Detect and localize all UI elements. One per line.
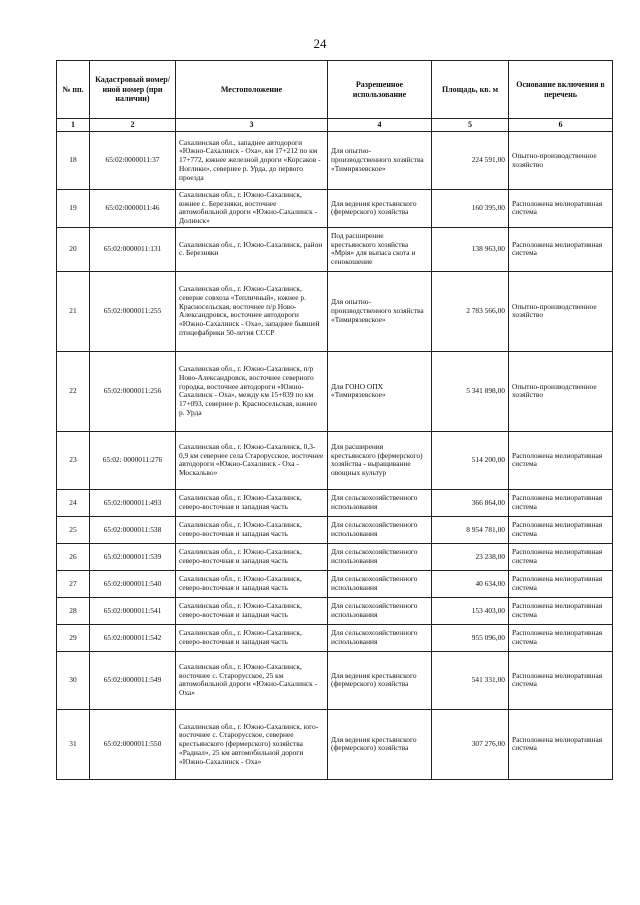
table-row (57, 624, 613, 651)
basis-cell: Расположена мелиоративная система (509, 624, 613, 651)
column-number: 3 (176, 119, 328, 132)
permitted-use-cell: Для сельскохозяйственного использования (328, 624, 432, 651)
table-row (57, 190, 613, 228)
header-number: № пп. (57, 61, 90, 119)
cadastral-number-cell: 65:02:0000011:37 (90, 132, 176, 190)
row-number-cell: 30 (57, 651, 90, 709)
permitted-use-cell: Для ведения крестьянского (фермерского) хозяйства (328, 709, 432, 779)
table-row (57, 651, 613, 709)
row-number-cell: 31 (57, 709, 90, 779)
table-row (57, 570, 613, 597)
permitted-use-cell: Под расширение крестьянского хозяйства «Мрія» для выпаса скота и сенокошение (328, 227, 432, 271)
permitted-use-cell: Для ГОНО ОПХ «Тимирязевское» (328, 351, 432, 431)
page-number: 24 (313, 36, 327, 51)
header-basis: Основание включения в перечень (509, 61, 613, 119)
permitted-use-cell: Для ведения крестьянского (фермерского) хозяйства (328, 190, 432, 228)
permitted-use-cell: Для сельскохозяйственного использования (328, 516, 432, 543)
cadastral-number-cell: 65:02:0000011:255 (90, 271, 176, 351)
table-header-row (57, 61, 613, 119)
row-number-cell: 26 (57, 543, 90, 570)
permitted-use-cell: Для ведения крестьянского (фермерского) хозяйства (328, 651, 432, 709)
basis-cell: Опытно-производственное хозяйство (509, 271, 613, 351)
header-location: Местоположение (176, 61, 328, 119)
location-cell: Сахалинская обл., г. Южно-Сахалинск, северне совхоза «Тепличный», южнее р. Красносельская, восточнее п/р Ново-Александровск, восточнее автодороги «Южно-Сахалинск - Оха», западнее бывшей птицефабрики 50-летия СССР (176, 271, 328, 351)
column-number: 4 (328, 119, 432, 132)
header-cadastral-number: Кадастровый номер/иной номер (при наличии) (90, 61, 176, 119)
area-cell: 514 200,00 (432, 431, 509, 489)
row-number-cell: 21 (57, 271, 90, 351)
permitted-use-cell: Для опытно-производственного хозяйства «Тимирязевское» (328, 271, 432, 351)
area-cell: 541 331,00 (432, 651, 509, 709)
location-cell: Сахалинская обл., г. Южно-Сахалинск, юго-восточнее с. Старорусское, севернее крестьянского (фермерского) хозяйства «Радиал», 25 км автомобильной дороги «Южно-Сахалинск - Оха» (176, 709, 328, 779)
land-plots-table (56, 60, 613, 780)
basis-cell: Расположена мелиоративная система (509, 516, 613, 543)
location-cell: Сахалинская обл., г. Южно-Сахалинск, северо-восточная и западная часть (176, 624, 328, 651)
row-number-cell: 29 (57, 624, 90, 651)
basis-cell: Расположена мелиоративная система (509, 227, 613, 271)
area-cell: 955 096,00 (432, 624, 509, 651)
basis-cell: Расположена мелиоративная система (509, 597, 613, 624)
basis-cell: Опытно-производственное хозяйство (509, 351, 613, 431)
row-number-cell: 20 (57, 227, 90, 271)
cadastral-number-cell: 65:02:0000011:540 (90, 570, 176, 597)
cadastral-number-cell: 65:02:0000011:549 (90, 651, 176, 709)
location-cell: Сахалинская обл., г. Южно-Сахалинск, южнее с. Березняки, восточнее автомобильной дороги «Южно-Сахалинск - Долинск» (176, 190, 328, 228)
location-cell: Сахалинская обл., г. Южно-Сахалинск, северо-восточная и западная часть (176, 516, 328, 543)
row-number-cell: 24 (57, 489, 90, 516)
location-cell: Сахалинская обл., г. Южно-Сахалинск, район с. Березняки (176, 227, 328, 271)
cadastral-number-cell: 65:02:0000011:550 (90, 709, 176, 779)
cadastral-number-cell: 65:02:0000011:539 (90, 543, 176, 570)
location-cell: Сахалинская обл., г. Южно-Сахалинск, п/р Ново-Александровск, восточнее северного городка, восточнее автодороги «Южно-Сахалинск - Оха», между км 15+839 по км 17+093, севернее р. Красносельская, южнее р. Урда (176, 351, 328, 431)
table-row (57, 132, 613, 190)
basis-cell: Расположена мелиоративная система (509, 709, 613, 779)
row-number-cell: 19 (57, 190, 90, 228)
basis-cell: Расположена мелиоративная система (509, 651, 613, 709)
area-cell: 153 403,00 (432, 597, 509, 624)
table-row (57, 597, 613, 624)
row-number-cell: 28 (57, 597, 90, 624)
cadastral-number-cell: 65:02:0000011:131 (90, 227, 176, 271)
header-area: Площадь, кв. м (432, 61, 509, 119)
basis-cell: Расположена мелиоративная система (509, 489, 613, 516)
location-cell: Сахалинская обл., г. Южно-Сахалинск, 0,3-0,9 км севернее села Старорусское, восточнее автодороги «Южно-Сахалинск - Оха - Москальво» (176, 431, 328, 489)
area-cell: 23 238,00 (432, 543, 509, 570)
area-cell: 2 783 566,00 (432, 271, 509, 351)
permitted-use-cell: Для сельскохозяйственного использования (328, 489, 432, 516)
cadastral-number-cell: 65:02:0000011:538 (90, 516, 176, 543)
permitted-use-cell: Для опытно-производственного хозяйства «Тимирязевское» (328, 132, 432, 190)
row-number-cell: 27 (57, 570, 90, 597)
column-number: 6 (509, 119, 613, 132)
permitted-use-cell: Для сельскохозяйственного использования (328, 543, 432, 570)
location-cell: Сахалинская обл., г. Южно-Сахалинск, северо-восточная и западная часть (176, 489, 328, 516)
area-cell: 138 963,00 (432, 227, 509, 271)
area-cell: 307 276,00 (432, 709, 509, 779)
basis-cell: Расположена мелиоративная система (509, 431, 613, 489)
location-cell: Сахалинская обл., г. Южно-Сахалинск, северо-восточная и западная часть (176, 543, 328, 570)
cadastral-number-cell: 65:02:0000011:256 (90, 351, 176, 431)
row-number-cell: 18 (57, 132, 90, 190)
table-row (57, 516, 613, 543)
table-row (57, 489, 613, 516)
table-row (57, 543, 613, 570)
table-row (57, 431, 613, 489)
table-row (57, 709, 613, 779)
row-number-cell: 22 (57, 351, 90, 431)
permitted-use-cell: Для сельскохозяйственного использования (328, 570, 432, 597)
basis-cell: Расположена мелиоративная система (509, 190, 613, 228)
area-cell: 224 591,00 (432, 132, 509, 190)
basis-cell: Опытно-производственное хозяйство (509, 132, 613, 190)
cadastral-number-cell: 65:02:0000011:542 (90, 624, 176, 651)
column-number: 2 (90, 119, 176, 132)
row-number-cell: 23 (57, 431, 90, 489)
column-number: 1 (57, 119, 90, 132)
table-row (57, 227, 613, 271)
area-cell: 40 634,00 (432, 570, 509, 597)
column-number: 5 (432, 119, 509, 132)
location-cell: Сахалинская обл., г. Южно-Сахалинск, восточнее с. Старорусское, 25 км автомобильной дороги «Южно-Сахалинск - Оха» (176, 651, 328, 709)
area-cell: 8 954 781,00 (432, 516, 509, 543)
cadastral-number-cell: 65:02:0000011:493 (90, 489, 176, 516)
header-permitted-use: Разрешенное использование (328, 61, 432, 119)
table-row (57, 271, 613, 351)
location-cell: Сахалинская обл., западнее автодороги «Южно-Сахалинск - Оха», км 17+212 по км 17+772, южнее железной дороги «Корсаков - Ноглики», севернее р. Урда, до первого проезда (176, 132, 328, 190)
basis-cell: Расположена мелиоративная система (509, 543, 613, 570)
cadastral-number-cell: 65:02: 0000011:276 (90, 431, 176, 489)
cadastral-number-cell: 65:02:0000011:46 (90, 190, 176, 228)
area-cell: 5 341 898,00 (432, 351, 509, 431)
basis-cell: Расположена мелиоративная система (509, 570, 613, 597)
location-cell: Сахалинская обл., г. Южно-Сахалинск, северо-восточная и западная часть (176, 597, 328, 624)
area-cell: 160 395,00 (432, 190, 509, 228)
location-cell: Сахалинская обл., г. Южно-Сахалинск, северо-восточная и западная часть (176, 570, 328, 597)
area-cell: 366 864,00 (432, 489, 509, 516)
table-row (57, 351, 613, 431)
cadastral-number-cell: 65:02:0000011:541 (90, 597, 176, 624)
permitted-use-cell: Для расширения крестьянского (фермерского) хозяйства - выращивание овощных культур (328, 431, 432, 489)
column-number-row (57, 119, 613, 132)
permitted-use-cell: Для сельскохозяйственного использования (328, 597, 432, 624)
row-number-cell: 25 (57, 516, 90, 543)
